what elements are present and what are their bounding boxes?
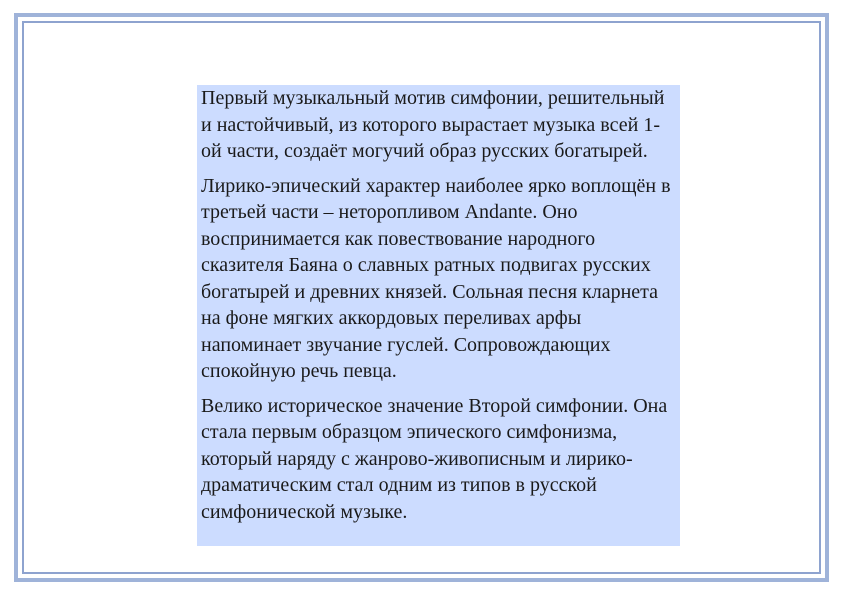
paragraph-andante: Лирико-эпический характер наиболее ярко воплощён в третьей части – неторопливом Andante. Оно воспринимается как повествование народного сказителя Баяна о славных ратных подвигах русских богатырей и древних князей. Сольная песня кларнета на фоне мягких аккордовых переливах арфы напоминает звучание гуслей. Сопровождающих спокойную речь певца. — [201, 174, 671, 382]
text-box — [197, 85, 680, 546]
paragraph-historical-significance: Велико историческое значение Второй симфонии. Она стала первым образцом эпического симфонизма, который наряду с жанрово-живописным и лирико-драматическим стал одним из типов в русской симфонической музыке. — [201, 394, 668, 523]
paragraph-first-motif: Первый музыкальный мотив симфонии, решительный и настойчивый, из которого вырастает музыка всей 1-ой части, создаёт могучий образ русских богатырей. — [201, 87, 665, 162]
